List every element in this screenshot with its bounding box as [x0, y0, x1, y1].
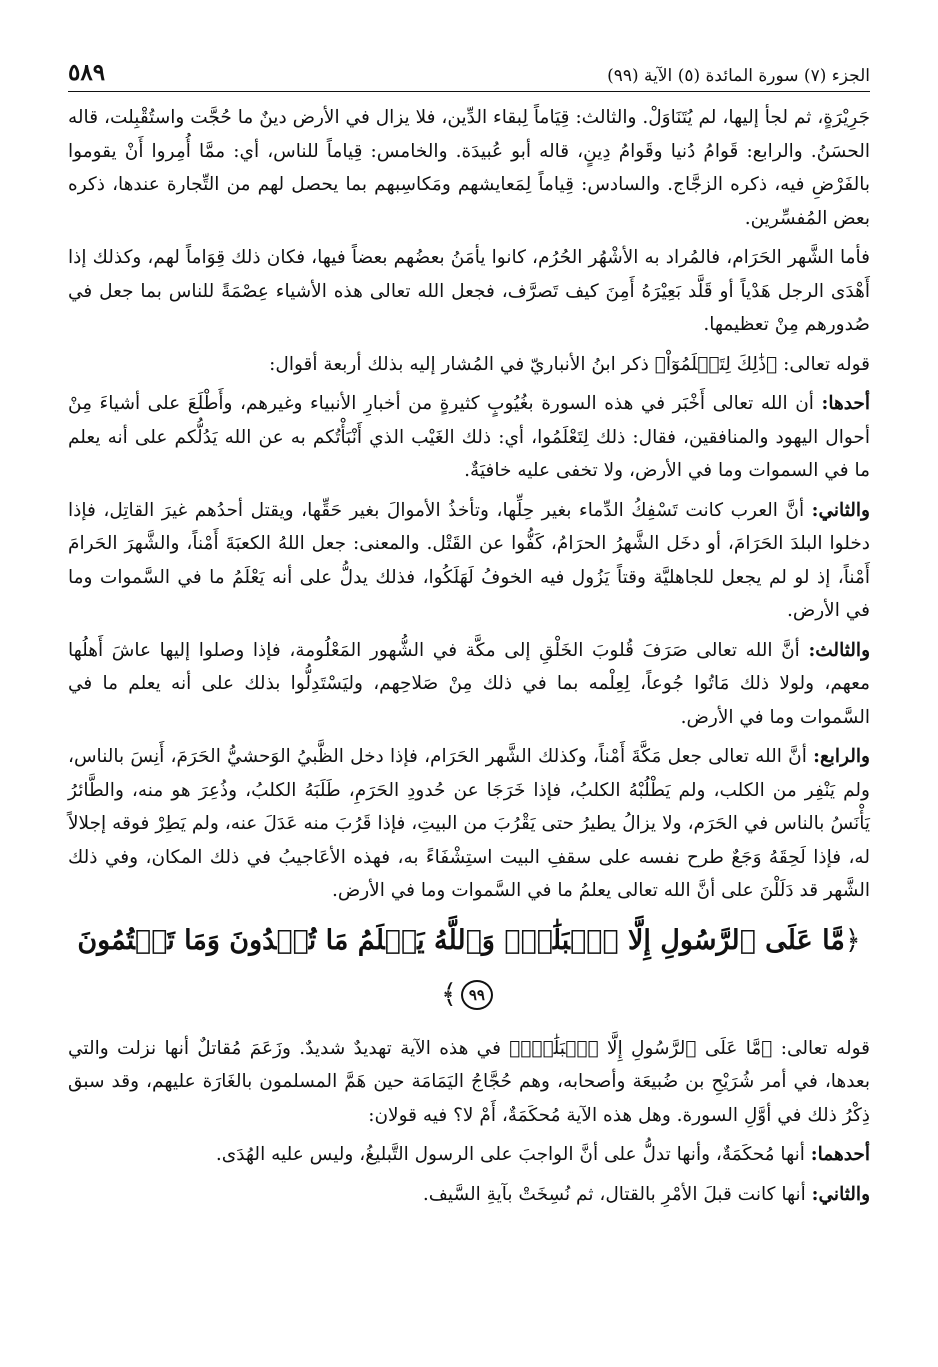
paragraph-text: أنها مُحكَمَةٌ، وأنها تدلُّ على أنَّ الواجبَ على الرسول التَّبليغُ، وليس عليه الهُدَى. — [215, 1144, 805, 1165]
paragraph — [68, 348, 870, 382]
paragraph-lead: والثاني: — [811, 499, 870, 521]
paragraph — [68, 1178, 870, 1212]
quran-verse — [68, 914, 870, 1022]
paragraph-text: أنها كانت قبلَ الأمْرِ بالقتال، ثم نُسِخَتْ بآيةِ السَّيف. — [422, 1183, 806, 1205]
verse-close-bracket: ﴾ — [441, 978, 457, 1010]
ayah-number-badge: ٩٩ — [461, 980, 493, 1010]
paragraph-lead: أحدها: — [821, 393, 870, 414]
verse-open-bracket: ﴿ — [844, 924, 861, 956]
paragraph — [68, 1032, 870, 1133]
page-number: ٥٨٩ — [68, 59, 106, 86]
page-body — [68, 92, 870, 1211]
paragraph-text: قوله تعالى: ﴿مَّا عَلَى ٱلرَّسُولِ إِلَّا ٱلۡبَلَٰغُۗ﴾ في هذه الآية تهديدٌ شديدٌ. وزَعَمَ مُقاتلٌ أنها نزلت والتي بعدها، في أمر شُرَيْحِ بن ضُبيعَة وأصحابه، وهم حُجَّاجُ اليَمَامَة حين هَمَّ المسلمون بالغَارَة عليهم، وقد سبق ذِكْرُ ذلك في أوَّلِ السورة. وهل هذه الآية مُحكَمَةٌ، أَمْ لا؟ فيه قولان: — [68, 1037, 870, 1126]
verse-text: مَّا عَلَى ٱلرَّسُولِ إِلَّا ٱلۡبَلَٰغُۗ وَٱللَّهُ يَعۡلَمُ مَا تُبۡدُونَ وَمَا تَكۡتُمُونَ — [77, 924, 845, 956]
paragraph-text: فأما الشَّهر الحَرَام، فالمُراد به الأشْهُر الحُرُم، كانوا يأمَنُ بعضُهم بعضاً فيها، فكان ذلك قِوَاماً لهم، وكذلك إذا أَهْدَى الرجل هَدْياً أو قَلَّد بَعِيْرَهُ أَمِنَ كيف تَصرَّف، فجعل الله تعالى هذه الأشياء عِصْمَةً للناس بما جعل في صُدورهم مِنْ تعظيمها. — [68, 247, 870, 335]
paragraph-text: قوله تعالى: ﴿ذَٰلِكَ لِتَعۡلَمُوٓاْ﴾ ذكر ابنُ الأنباريّ في المُشار إليه بذلك أربعة أقوال: — [269, 353, 870, 375]
paragraph-lead: والثالث: — [808, 639, 870, 661]
paragraph-lead: والرابع: — [813, 746, 870, 767]
paragraph-text: أنَّ الله تعالى جعل مَكَّةَ أَمْناً، وكذلك الشَّهر الحَرَام، فإذا دخل الظَّبيُ الوَحشيُّ الحَرَمَ، أَنِسَ بالناس، ولم يَنْفِر من الكلب، ولم يَطْلُبْهُ الكلبُ، فإذا خَرَجَا عن حُدودِ الحَرَمِ، طَلَبَهُ الكلبُ، وذُعِرَ هو منه، والطَّائرُ يَأْنَسُ بالناس في الحَرَم، ولا يزالُ يطيرُ حتى يَقْرُبَ من البيتِ، فإذا قَرُبَ منه عَدَلَ عنه، ولم يَطِرْ فوقه إجلالاً له، فإذا لَحِقَهُ وَجَعٌ طرح نفسه على سقفِ البيت استِشْفَاءً به، فهذه الأعَاجيبُ في ذلك المكان، وفي ذلك الشَّهر قد دَلَلْنَ على أنَّ الله تعالى يعلمُ ما في السَّموات وما في الأرض. — [68, 746, 870, 901]
page-header — [68, 48, 870, 92]
paragraph — [68, 387, 870, 488]
paragraph — [68, 494, 870, 628]
paragraph-text: أن الله تعالى أَخْبَر في هذه السورة بغُيُوبٍ كثيرةٍ من أخبارِ الأنبياء وغيرهم، وأَطْلَعَ على أشياءَ مِنْ أحوال اليهود والمنافقين، فقال: ذلك لِتَعْلَمُوا، أي: ذلك الغَيْب الذي أَنْبَأْتُكم به عن الله يَدُلُّكم على أنه يعلم ما في السموات وما في الأرض، ولا تخفى عليه خافيَةٌ. — [68, 393, 870, 481]
paragraph — [68, 1138, 870, 1172]
paragraph — [68, 241, 870, 342]
paragraph-text: أنَّ الله تعالى صَرَفَ قُلوبَ الخَلْقِ إلى مكَّة في الشُّهور المَعْلُومة، فإذا وصلوا إليها عاشَ أَهلُها معهم، ولولا ذلك مَاتُوا جُوعاً، لِعِلْمه بما في ذلك مِنْ صَلاحِهم، وليَسْتَدِلُّوا بذلك على أنه يعلم ما في السَّموات وما في الأرض. — [68, 639, 870, 728]
paragraph — [68, 740, 870, 908]
paragraph-lead: أحدهما: — [810, 1144, 870, 1165]
paragraph — [68, 634, 870, 735]
paragraph-text: أنَّ العرب كانت تَسْفِكُ الدِّماء بغير حِلِّها، وتأخذُ الأموالَ بغير حَقِّها، ويقتل أحدُهم غيرَ القاتِل، فإذا دخلوا البلدَ الحَرَامَ، أو دخَل الشَّهرُ الحرَامُ، كَفُّوا عن القَتْل. والمعنى: جعل اللهُ الكعبَةَ أَمْناً، والشَّهرَ الحَرامَ أَمْناً، إذ لو لم يجعل للجاهليَّة وقتاً يَزُول فيه الخوفُ لَهَلَكُوا، فذلك يدلُّ على أنه يَعْلَمُ ما في السَّموات وما في الأرض. — [68, 499, 870, 621]
running-title: الجزء (٧) سورة المائدة (٥) الآية (٩٩) — [607, 66, 870, 86]
paragraph-lead: والثاني: — [811, 1183, 870, 1205]
paragraph — [68, 101, 870, 235]
paragraph-text: جَرِيْرَةٍ، ثم لجأ إليها، لم يُتَنَاوَلْ. والثالث: قِيَاماً لِبقاء الدِّين، فلا يزال في الأرض دينٌ ما حُجَّت واستُقْبِلت، قاله الحسَنُ. والرابع: قَوامُ دُنيا وقَوامُ دِينٍ، قاله أبو عُبيدَة. والخامس: قِياماً للناس، أي: ممَّا أُمِروا أَنْ يقوموا بالفَرْضِ فيه، ذكره الزجَّاج. والسادس: قِياماً لِمَعايشهم ومَكاسِبهم بما يحصل لهم من التِّجارة عندها، ذكره بعض المُفسِّرين. — [68, 107, 870, 229]
